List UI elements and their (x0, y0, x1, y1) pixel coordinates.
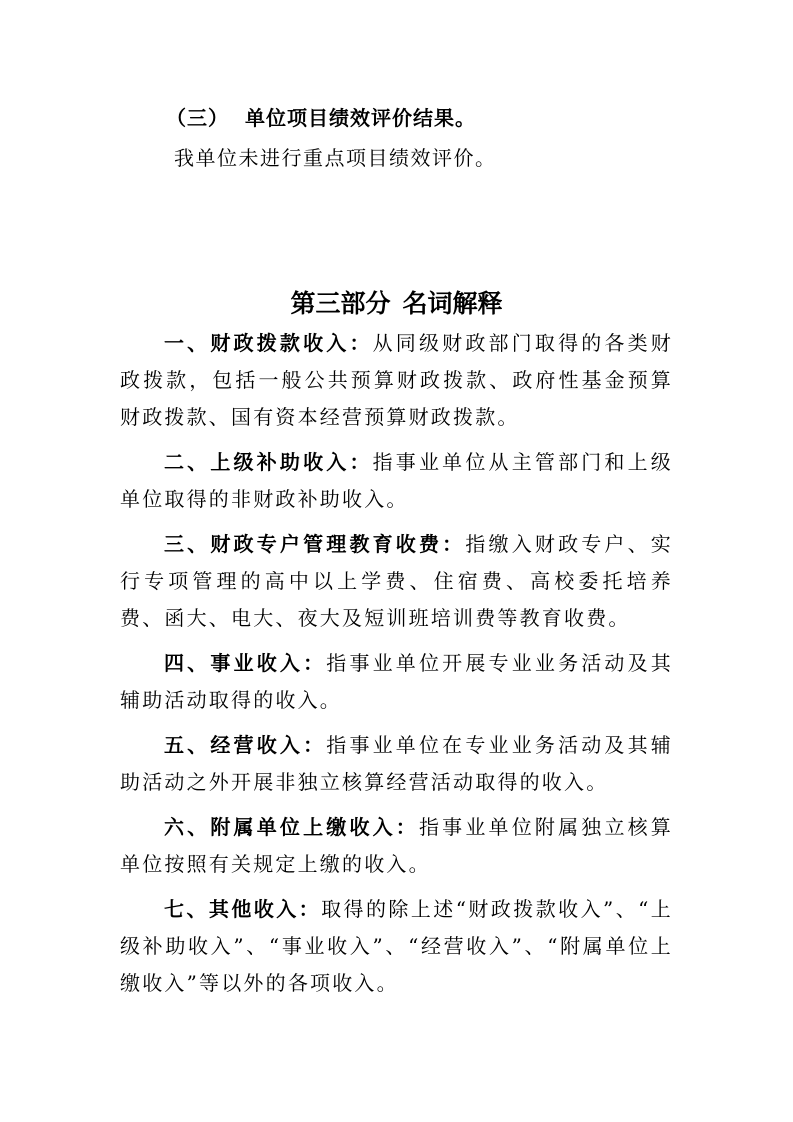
definition-term: 二、上级补助收入： (164, 450, 373, 474)
definitions-list (120, 325, 673, 1010)
definition-term: 一、财政拨款收入： (164, 331, 373, 355)
definition-item (120, 891, 673, 1002)
part-title (0, 286, 793, 322)
definition-term: 六、附属单位上缴收入： (164, 815, 419, 839)
section-number: （三） (166, 106, 229, 130)
definition-term: 五、经营收入： (164, 733, 327, 757)
section-heading (166, 103, 476, 133)
definition-term: 三、财政专户管理教育收费： (164, 532, 466, 556)
definition-item (120, 325, 673, 436)
section-body: 我单位未进行重点项目绩效评价。 (174, 146, 497, 170)
definition-term: 四、事业收入： (164, 651, 327, 675)
definition-item (120, 727, 673, 801)
definition-text: 指事业单位开展专业业务活动及其辅助活动取得的收入。 (120, 651, 673, 712)
part-name: 名词解释 (402, 289, 503, 318)
definition-item (120, 444, 673, 518)
part-number: 第三部分 (290, 289, 391, 318)
definition-text: 指事业单位从主管部门和上级单位取得的非财政补助收入。 (120, 450, 673, 511)
section-heading-text: 单位项目绩效评价结果。 (245, 106, 476, 130)
definition-text: 指事业单位附属独立核算单位按照有关规定上缴的收入。 (120, 815, 674, 876)
definition-item (120, 526, 673, 637)
definition-term: 七、其他收入： (164, 897, 322, 921)
definition-text: 指事业单位在专业业务活动及其辅助活动之外开展非独立核算经营活动取得的收入。 (120, 733, 673, 794)
definition-text: 指缴入财政专户、实行专项管理的高中以上学费、住宿费、高校委托培养费、函大、电大、夜大及短训班培训费等教育收费。 (120, 532, 673, 630)
definition-text: 从同级财政部门取得的各类财政拨款，包括一般公共预算财政拨款、政府性基金预算财政拨款、国有资本经营预算财政拨款。 (120, 331, 673, 429)
definition-item (120, 645, 673, 719)
definition-text: 取得的除上述“财政拨款收入”、“上级补助收入”、“事业收入”、“经营收入”、“附属单位上缴收入”等以外的各项收入。 (120, 897, 674, 995)
definition-item (120, 809, 673, 883)
